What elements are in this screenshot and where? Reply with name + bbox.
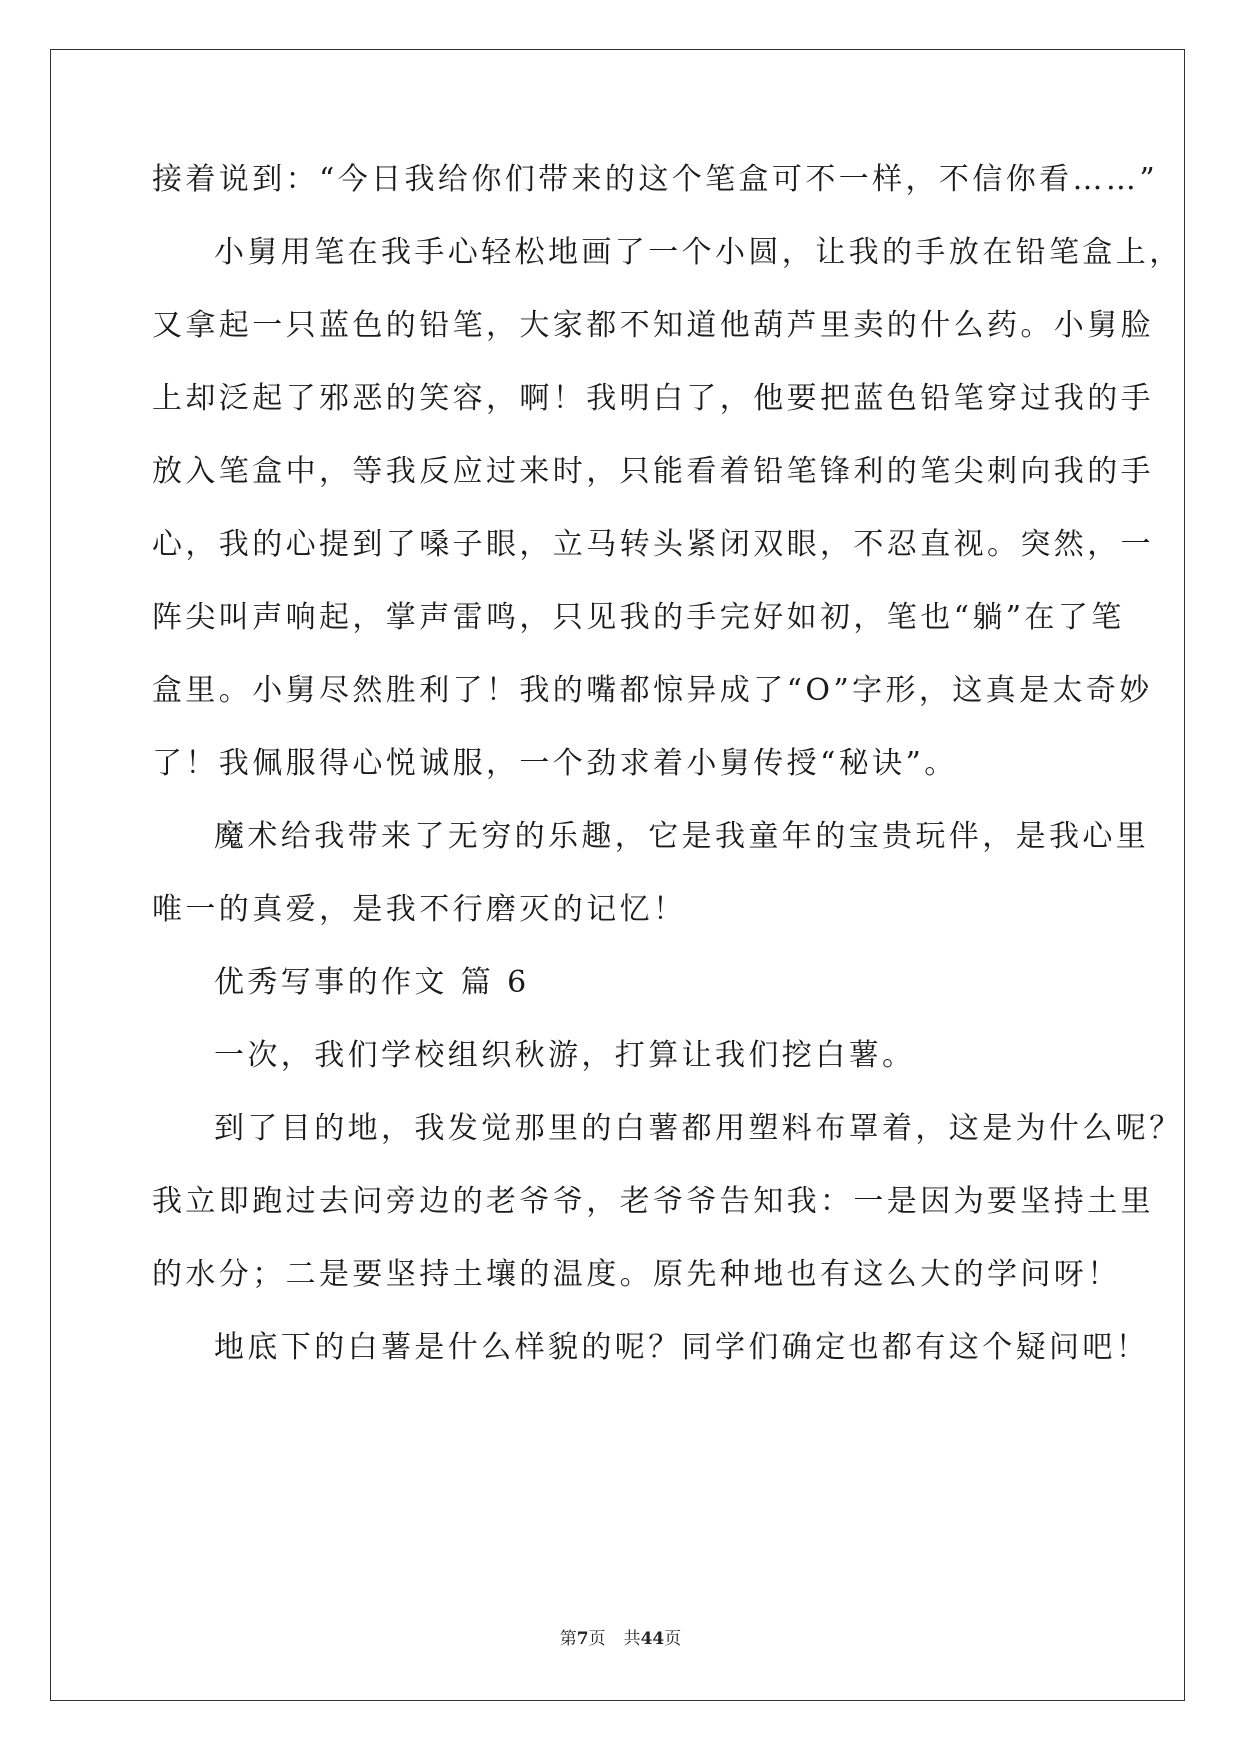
page-border	[50, 49, 1185, 1701]
text-line: 放入笔盒中，等我反应过来时，只能看着铅笔锋利的笔尖刺向我的手	[152, 454, 1154, 489]
footer-total-suffix: 页	[664, 1629, 682, 1649]
text-line: 又拿起一只蓝色的铅笔，大家都不知道他葫芦里卖的什么药。小舅脸	[152, 308, 1154, 343]
text-line: 唯一的真爱，是我不行磨灭的记忆！	[152, 892, 687, 927]
current-page-number: 7	[576, 1629, 589, 1649]
page-footer	[0, 1628, 1241, 1650]
text-line: 阵尖叫声响起，掌声雷鸣，只见我的手完好如初，笔也“躺”在了笔	[152, 600, 1125, 635]
text-line: 我立即跑过去问旁边的老爷爷，老爷爷告知我：一是因为要坚持土里	[152, 1184, 1154, 1219]
footer-page-suffix: 页	[588, 1629, 606, 1649]
text-line: 的水分；二是要坚持土壤的温度。原先种地也有这么大的学问呀！	[152, 1257, 1121, 1292]
paragraph-start: 一次，我们学校组织秋游，打算让我们挖白薯。	[214, 1038, 916, 1073]
text-line: 心，我的心提到了嗓子眼，立马转头紧闭双眼，不忍直视。突然，一	[152, 527, 1154, 562]
paragraph-start: 到了目的地，我发觉那里的白薯都用塑料布罩着，这是为什么呢？	[214, 1111, 1183, 1146]
text-line: 盒里。小舅尽然胜利了！我的嘴都惊异成了“O”字形，这真是太奇妙	[152, 673, 1153, 708]
paragraph-start: 魔术给我带来了无穷的乐趣，它是我童年的宝贵玩伴，是我心里	[214, 819, 1150, 854]
total-page-count: 44	[640, 1629, 665, 1649]
footer-total-prefix: 共	[623, 1629, 641, 1649]
text-line: 了！我佩服得心悦诚服，一个劲求着小舅传授“秘诀”。	[152, 746, 958, 781]
footer-prefix: 第	[559, 1629, 577, 1649]
text-line: 上却泛起了邪恶的笑容，啊！我明白了，他要把蓝色铅笔穿过我的手	[152, 381, 1154, 416]
paragraph-start: 地底下的白薯是什么样貌的呢？同学们确定也都有这个疑问吧！	[214, 1330, 1150, 1365]
text-line: 接着说到：“今日我给你们带来的这个笔盒可不一样，不信你看……”	[152, 162, 1159, 197]
paragraph-start: 小舅用笔在我手心轻松地画了一个小圆，让我的手放在铅笔盒上，	[214, 235, 1183, 270]
section-heading: 优秀写事的作文 篇 6	[214, 965, 530, 1000]
